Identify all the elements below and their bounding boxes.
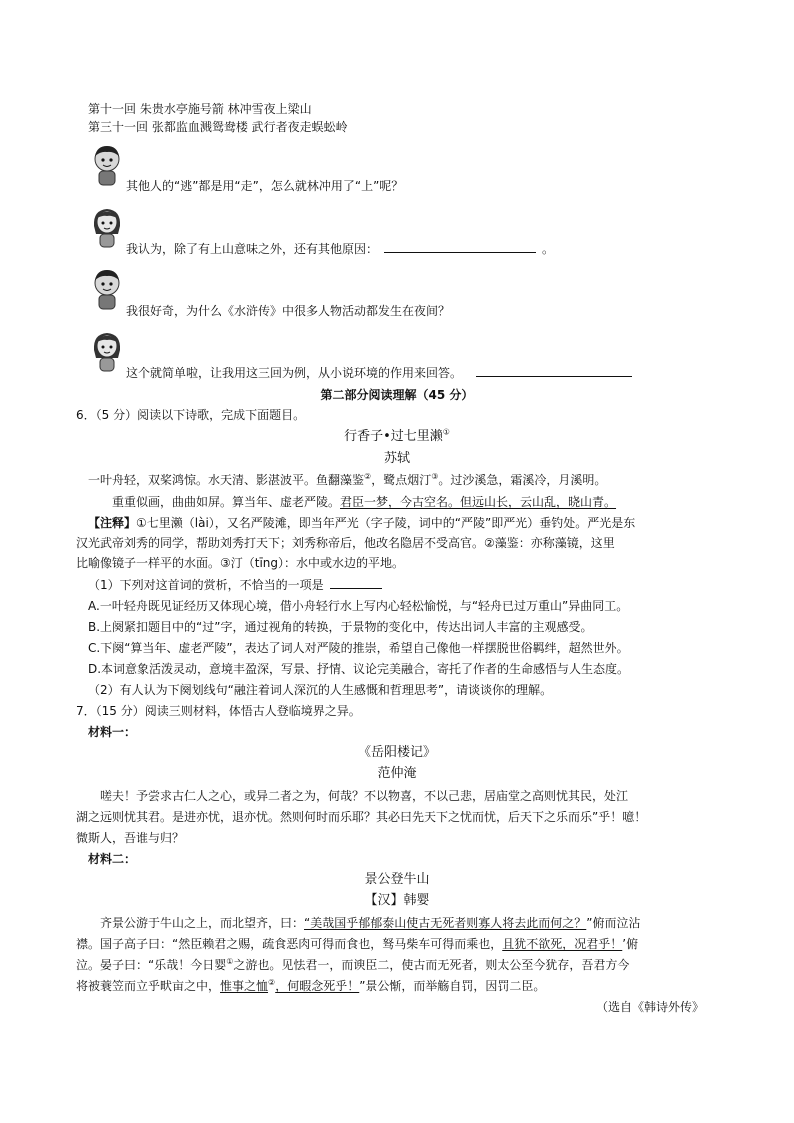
annotation: 汉光武帝刘秀的同学，帮助刘秀打天下；刘秀称帝后，他改名隐居不受高官。②藻鉴：亦称藻镜，这里 [76, 536, 615, 550]
boy-avatar-icon [91, 144, 123, 186]
chapter-title: 第十一回 朱贵水亭施号箭 林冲雪夜上梁山 [88, 102, 312, 116]
passage-line: 嗟夫！予尝求古仁人之心，或异二者之为，何哉？不以物喜，不以己悲，居庙堂之高则忧其民，处江 [100, 789, 629, 803]
option-d[interactable]: D.本词意象活泼灵动，意境丰盈深，写景、抒情、议论完美融合，寄托了作者的生命感悟与人生态度。 [88, 662, 630, 676]
material-title: 景公登牛山 [364, 872, 430, 887]
option-c[interactable]: C.下阕“算当年、虚老严陵”，表达了词人对严陵的推崇，希望自己像他一样摆脱世俗羁绊，超然世外。 [88, 641, 629, 655]
answer-blank[interactable] [476, 364, 632, 377]
poem-line: 重重似画，曲曲如屏。算当年、虚老严陵。君臣一梦，今古空名。但远山长，云山乱，晓山青。 [112, 495, 617, 509]
underlined-sentence: ，何暇念死乎！ [275, 979, 360, 993]
material-title: 《岳阳楼记》 [357, 745, 436, 760]
underlined-sentence: 君臣一梦，今古空名。但远山长，云山乱，晓山青。 [340, 495, 617, 509]
question-7-stem: 7．（15 分）阅读三则材料，体悟古人登临境界之异。 [76, 704, 361, 718]
underlined-sentence: “美哉国乎郁郁泰山使古无死者则寡人将去此而何之？ [304, 916, 587, 930]
boy-avatar-icon [91, 268, 123, 310]
passage-line: 泣。晏子曰：“乐哉！今日婴①之游也。见怯君一，而谀臣二，使古而无死者，则太公至今犹存，吾君方今 [76, 957, 630, 972]
chapter-title: 第三十一回 张都监血溅鸳鸯楼 武行者夜走蜈蚣岭 [88, 120, 348, 134]
underlined-sentence: 惟事之恤 [220, 979, 269, 993]
passage-line: 将被蓑笠而立乎畎亩之中，惟事之恤②，何暇念死乎！”景公惭，而举觞自罚，因罚二臣。 [76, 978, 546, 993]
passage-line: 齐景公游于牛山之上，而北望齐，曰：“美哉国乎郁郁泰山使古无死者则寡人将去此而何之？”俯而泣沾 [100, 916, 641, 930]
option-b[interactable]: B.上阕紧扣题目中的“过”字，通过视角的转换，于景物的变化中，传达出词人丰富的主观感受。 [88, 620, 593, 634]
underlined-sentence: 且犹不欲死，况君乎！ [502, 937, 623, 951]
option-a[interactable]: A.一叶轻舟既见证经历又体现心境，借小舟轻行水上写内心轻松愉悦，与“轻舟已过万重山”异曲同工。 [88, 599, 629, 613]
source-citation: （选自《韩诗外传》 [596, 1000, 705, 1014]
sub-question: （1）下列对这首词的赏析，不恰当的一项是 [88, 576, 382, 594]
passage-line: 微斯人，吾谁与归？ [76, 831, 185, 845]
girl-avatar-icon [91, 330, 123, 372]
answer-blank[interactable] [330, 576, 382, 589]
material-label: 材料一： [88, 725, 137, 739]
material-author: 【汉】韩婴 [364, 893, 430, 908]
poem-author: 苏轼 [383, 451, 410, 466]
poem-line: 一叶舟轻，双桨鸿惊。水天清、影湛波平。鱼翻藻鉴②，鹭点烟汀③。过沙溪急，霜溪冷，月溪明。 [88, 472, 607, 487]
girl-avatar-icon [91, 206, 123, 248]
dialog-line: 我很好奇，为什么《水浒传》中很多人物活动都发生在夜间？ [126, 304, 451, 318]
dialog-line: 其他人的“逃”都是用“走”，怎么就林冲用了“上”呢？ [126, 179, 404, 193]
passage-line: 湖之远则忧其君。是进亦忧，退亦忧。然则何时而乐耶？其必曰先天下之忧而忧，后天下之乐而乐”乎！噫！ [76, 810, 647, 824]
section-title: 第二部分阅读理解（45 分） [320, 388, 474, 402]
material-label: 材料二： [88, 852, 137, 866]
passage-line: 襟。国子高子曰：“然臣赖君之赐，疏食恶肉可得而食也，驽马柴车可得而乘也，且犹不欲死，况君乎！’俯 [76, 937, 639, 951]
annotation: 【注释】①七里濑（lài），又名严陵滩，即当年严光（字子陵，词中的“严陵”即严光）垂钓处。严光是东 [88, 516, 636, 530]
answer-blank[interactable] [384, 240, 536, 253]
sub-question: （2）有人认为下阕划线句“融注着词人深沉的人生感慨和哲理思考”，请谈谈你的理解。 [88, 683, 553, 697]
poem-title: 行香子•过七里濑① [344, 427, 450, 444]
annotation: 比喻像镜子一样平的水面。③汀（tīng）：水中或水边的平地。 [76, 556, 405, 570]
material-author: 范仲淹 [377, 766, 417, 781]
dialog-line: 我认为，除了有上山意味之外，还有其他原因： 。 [126, 242, 555, 256]
question-6-stem: 6．（5 分）阅读以下诗歌，完成下面题目。 [76, 408, 306, 422]
dialog-line: 这个就简单啦，让我用这三回为例，从小说环境的作用来回答。 [126, 364, 632, 382]
